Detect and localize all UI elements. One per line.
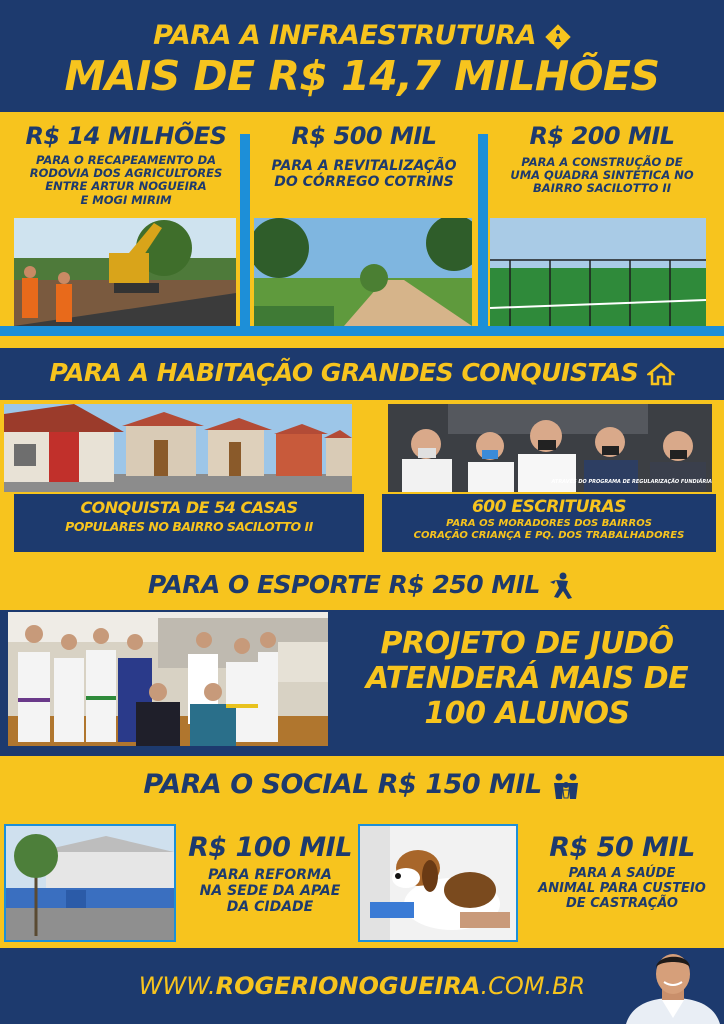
- website-link[interactable]: [0, 972, 724, 1000]
- dog-desc-line: DE CASTRAÇÃO: [566, 895, 678, 911]
- escrituras-title: 600 ESCRITURAS: [471, 497, 627, 517]
- judo-text: [330, 626, 724, 731]
- dog-photo: [360, 826, 516, 940]
- esporte-title-text: PARA O ESPORTE R$ 250 MIL: [147, 570, 540, 599]
- apae-desc-line: DA CIDADE: [226, 899, 314, 916]
- road-work-photo: [14, 218, 236, 326]
- escrituras-photo-caption: ATRAVÉS DO PROGRAMA DE REGULARIZAÇÃO FUNDIÁRIA: [551, 479, 712, 485]
- infra-card-1: [14, 122, 238, 207]
- dog-desc-line: PARA A SAÚDE: [568, 866, 676, 881]
- escrituras-desc-line1: PARA OS MORADORES DOS BAIRROS: [446, 518, 652, 529]
- house-icon: [647, 362, 675, 386]
- social-title-text: PARA O SOCIAL R$ 150 MIL: [143, 769, 542, 800]
- infra-desc-1-line: E MOGI MIRIM: [80, 192, 172, 207]
- header-line2: MAIS DE R$ 14,7 MILHÕES: [64, 52, 660, 100]
- website-prefix: WWW.: [138, 972, 216, 1000]
- judo-icon: [548, 572, 576, 600]
- apae-desc-line: PARA REFORMA: [208, 867, 332, 883]
- infra-desc-2-line: PARA A REVITALIZAÇÃO: [271, 158, 457, 174]
- header: [0, 0, 724, 112]
- infra-desc-3: [490, 156, 714, 196]
- houses-caption: [14, 494, 364, 552]
- footer: [0, 948, 724, 1024]
- road-work-icon: [545, 24, 571, 50]
- candidate-photo: [622, 948, 724, 1024]
- infra-desc-3-line: UMA QUADRA SINTÉTICA NO: [510, 168, 694, 183]
- judo-text-line: ATENDERÁ MAIS DE: [365, 661, 689, 697]
- dog-desc: [522, 867, 722, 912]
- houses-caption-line2: POPULARES NO BAIRRO SACILOTTO II: [65, 519, 313, 534]
- infra-desc-2: [252, 158, 476, 190]
- esporte-title-band: [0, 562, 724, 610]
- judo-text-line: PROJETO DE JUDÔ: [380, 626, 674, 661]
- judo-text-panel: [330, 612, 724, 746]
- infra-amount-2: R$ 500 MIL: [291, 122, 437, 150]
- dog-desc-line: ANIMAL PARA CUSTEIO: [538, 880, 706, 896]
- infra-divider-2: [478, 134, 488, 330]
- escrituras-photo: [388, 404, 712, 492]
- infra-desc-1-line: RODOVIA DOS AGRICULTORES: [29, 166, 223, 181]
- esporte-title: [0, 570, 724, 600]
- escrituras-caption: [382, 494, 716, 552]
- escrituras-desc-line2: CORAÇÃO CRIANÇA E PQ. DOS TRABALHADORES: [413, 529, 685, 541]
- infra-desc-3-line: PARA A CONSTRUÇÃO DE: [521, 155, 683, 169]
- infra-bottom-bar: [0, 326, 724, 336]
- habitacao-title-text: PARA A HABITAÇÃO GRANDES CONQUISTAS: [49, 358, 639, 387]
- judo-photo: [8, 612, 328, 746]
- houses-photo: [4, 404, 352, 492]
- infra-amount-1: R$ 14 MILHÕES: [25, 122, 227, 150]
- habitacao-title-band: [0, 348, 724, 400]
- apae-amount: R$ 100 MIL: [188, 832, 352, 863]
- park-photo: [254, 218, 472, 326]
- apae-desc-line: NA SEDE DA APAE: [199, 883, 341, 900]
- infra-desc-2-line: DO CÓRREGO COTRINS: [274, 174, 454, 191]
- infra-divider-1: [240, 134, 250, 330]
- family-icon: [551, 771, 581, 801]
- dog-photo-frame: [358, 824, 518, 942]
- infra-desc-1-line: PARA O RECAPEAMENTO DA: [35, 153, 217, 167]
- apae-photo: [6, 826, 174, 940]
- habitacao-title: [0, 358, 724, 387]
- judo-text-line: 100 ALUNOS: [424, 696, 630, 732]
- dog-info: [522, 832, 722, 912]
- infra-desc-1: [14, 154, 238, 207]
- website-suffix: .COM.BR: [480, 972, 586, 1000]
- header-line1: [0, 20, 724, 51]
- infra-card-2: [252, 122, 476, 190]
- infra-card-3: [490, 122, 714, 196]
- houses-caption-line1: CONQUISTA DE 54 CASAS: [80, 498, 298, 517]
- infra-desc-3-line: BAIRRO SACILOTTO II: [533, 181, 671, 196]
- website-brand: ROGERIONOGUEIRA: [215, 972, 481, 1000]
- dog-amount: R$ 50 MIL: [549, 832, 695, 863]
- header-line1-text: PARA A INFRAESTRUTURA: [153, 20, 536, 51]
- apae-desc: [180, 867, 360, 915]
- infra-desc-1-line: ENTRE ARTUR NOGUEIRA: [45, 179, 207, 194]
- social-title-band: [0, 756, 724, 816]
- soccer-court-photo: [490, 218, 706, 326]
- apae-info: [180, 832, 360, 915]
- infra-amount-3: R$ 200 MIL: [529, 122, 675, 150]
- apae-photo-frame: [4, 824, 176, 942]
- social-title: [0, 769, 724, 801]
